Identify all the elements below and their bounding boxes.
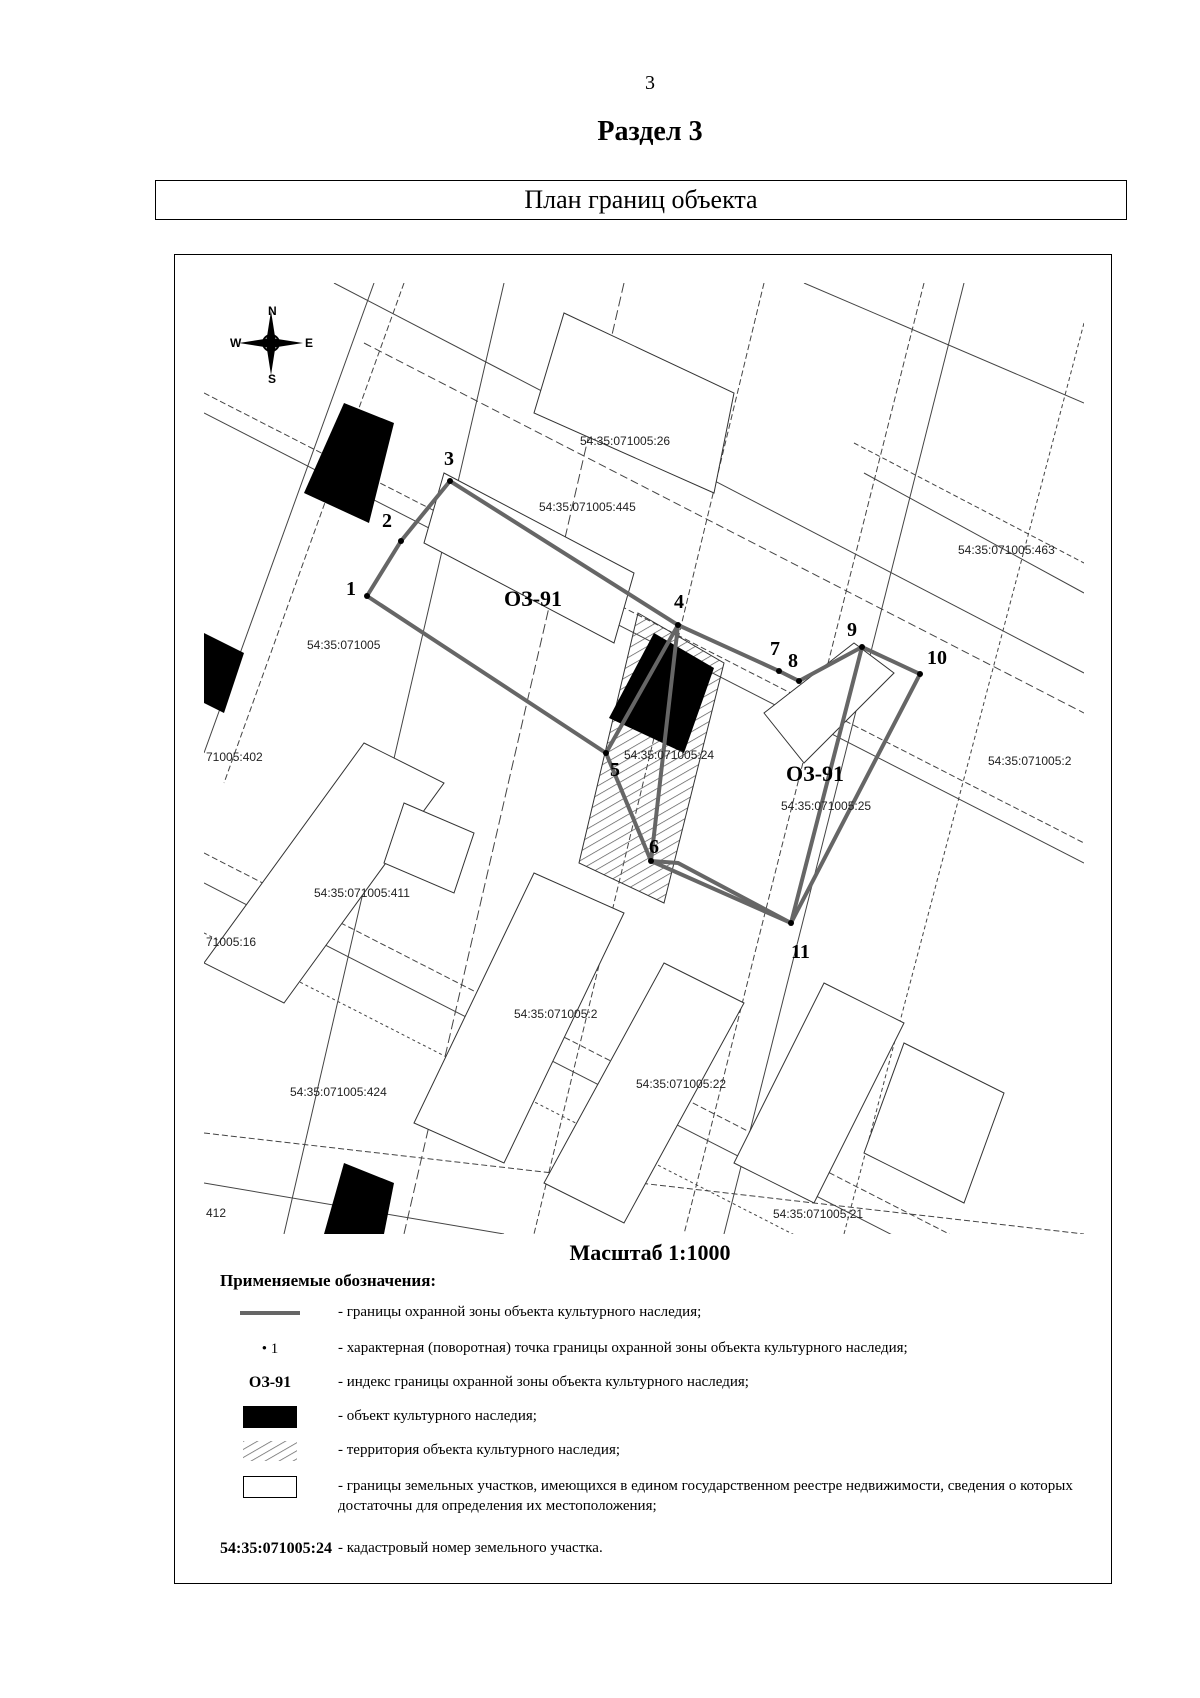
svg-text:9: 9 — [847, 619, 857, 641]
legend-item-territory: - территория объекта культурного наследия; — [220, 1440, 620, 1462]
legend-title: Применяемые обозначения: — [220, 1271, 437, 1290]
heritage-object-4 — [324, 1163, 394, 1234]
svg-text:6: 6 — [649, 836, 659, 858]
svg-text:54:35:071005:21: 54:35:071005:21 — [773, 1207, 864, 1221]
svg-text:4: 4 — [674, 591, 684, 613]
point-symbol: • 1 — [261, 1340, 279, 1357]
svg-text:10: 10 — [927, 647, 947, 669]
map-canvas — [204, 283, 1084, 1234]
svg-text:W: W — [230, 336, 242, 350]
svg-text:8: 8 — [788, 650, 798, 672]
svg-text:54:35:071005:24: 54:35:071005:24 — [624, 748, 715, 762]
svg-text:54:35:071005:411: 54:35:071005:411 — [314, 886, 410, 900]
page-number: 3 — [645, 72, 655, 94]
map-scale: Масштаб 1:1000 — [569, 1240, 731, 1265]
svg-text:54:35:071005:22: 54:35:071005:22 — [636, 1077, 727, 1091]
svg-text:2: 2 — [382, 510, 392, 532]
svg-text:54:35:071005:25: 54:35:071005:25 — [781, 799, 872, 813]
svg-text:54:35:071005:26: 54:35:071005:26 — [580, 434, 671, 448]
svg-text:E: E — [305, 336, 314, 350]
legend-item-point: • 1 - характерная (поворотная) точка границы охранной зоны объекта культурного наследия; — [220, 1338, 908, 1360]
svg-text:54:35:071005:463: 54:35:071005:463 — [958, 543, 1055, 557]
legend-item-index: ОЗ-91 - индекс границы охранной зоны объекта культурного наследия; — [220, 1372, 749, 1394]
boundary-line-symbol — [240, 1311, 300, 1315]
svg-text:412: 412 — [206, 1206, 227, 1220]
svg-text:7: 7 — [770, 638, 780, 660]
index-symbol: ОЗ-91 — [248, 1374, 292, 1391]
svg-text:1: 1 — [346, 578, 356, 600]
plan-title-box — [155, 180, 1127, 220]
legend-item-boundary: - границы охранной зоны объекта культурного наследия; — [220, 1302, 701, 1324]
heritage-symbol — [243, 1406, 297, 1428]
legend-item-parcel: - границы земельных участков, имеющихся в едином государственном реестре недвижимости, сведения о которых достаточны для определения их местоположения; — [220, 1476, 1080, 1516]
cadastral-text: - кадастровый номер земельного участка. — [337, 1540, 603, 1556]
svg-text:5: 5 — [610, 759, 620, 781]
legend-item-cadastral — [220, 1540, 603, 1558]
svg-text:S: S — [268, 372, 277, 386]
svg-text:11: 11 — [791, 941, 810, 963]
svg-text:54:35:071005:445: 54:35:071005:445 — [539, 500, 636, 514]
svg-text:3: 3 — [444, 448, 454, 470]
svg-text:54:35:071005: 54:35:071005 — [307, 638, 381, 652]
plan-title: План границ объекта — [524, 185, 758, 214]
svg-text:54:35:071005:424: 54:35:071005:424 — [290, 1085, 387, 1099]
svg-text:ОЗ-91: ОЗ-91 — [504, 586, 563, 611]
svg-text:71005:16: 71005:16 — [206, 935, 257, 949]
cadastral-example: 54:35:071005:24 — [220, 1540, 332, 1557]
svg-text:71005:402: 71005:402 — [206, 750, 263, 764]
compass-rose-icon — [230, 304, 313, 386]
section-title: Раздел 3 — [597, 116, 703, 147]
parcel-box-symbol — [243, 1476, 297, 1498]
svg-text:N: N — [268, 304, 277, 318]
legend-item-heritage: - объект культурного наследия; — [220, 1406, 537, 1428]
svg-text:54:35:071005:2: 54:35:071005:2 — [988, 754, 1072, 768]
svg-text:ОЗ-91: ОЗ-91 — [786, 761, 845, 786]
svg-text:54:35:071005:2: 54:35:071005:2 — [514, 1007, 598, 1021]
map-svg — [204, 283, 1084, 1234]
heritage-object-1 — [304, 403, 394, 523]
heritage-object-3 — [204, 633, 244, 713]
hatch-symbol — [243, 1441, 297, 1461]
